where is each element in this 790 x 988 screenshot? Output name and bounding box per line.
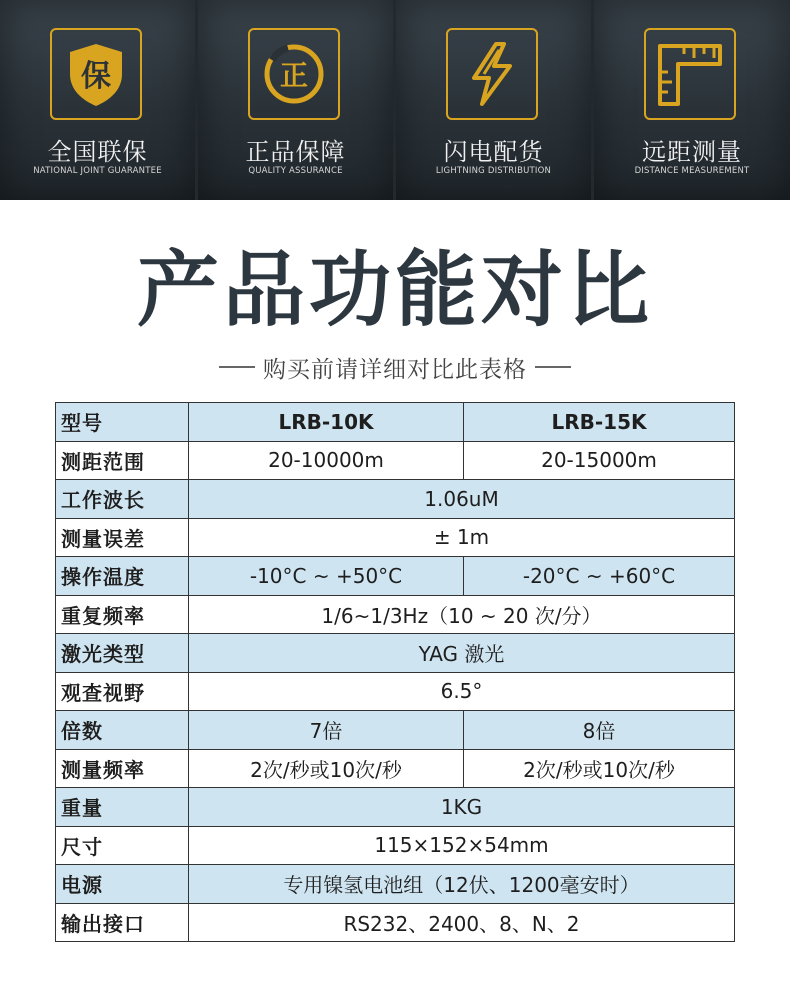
table-header-row (56, 403, 735, 442)
divider (219, 366, 255, 368)
row-label: 观查视野 (56, 672, 189, 711)
subtitle-row (0, 352, 790, 382)
cell-model-b: 2次/秒或10次/秒 (464, 749, 735, 788)
cell-shared: ± 1m (189, 518, 735, 557)
row-label: 激光类型 (56, 634, 189, 673)
page-subtitle: 购买前请详细对比此表格 (263, 356, 527, 383)
row-label: 倍数 (56, 711, 189, 750)
ruler-icon (644, 28, 736, 120)
table-row (56, 634, 735, 673)
circle-glyph: 正 (279, 59, 309, 92)
cell-shared: 1KG (189, 788, 735, 827)
row-label: 型号 (56, 403, 189, 442)
table-row (56, 749, 735, 788)
cell-model-a: 2次/秒或10次/秒 (189, 749, 464, 788)
feature-distance-measurement (594, 0, 790, 200)
page-title: 产品功能对比 (136, 242, 653, 338)
row-label: 工作波长 (56, 480, 189, 519)
feature-title: 闪电配货 (443, 138, 544, 166)
feature-quality-assurance (198, 0, 393, 200)
cell-shared: 1/6~1/3Hz（10 ~ 20 次/分） (189, 595, 735, 634)
feature-subtitle: QUALITY ASSURANCE (248, 166, 343, 176)
divider (535, 366, 571, 368)
row-label: 操作温度 (56, 557, 189, 596)
circle-zheng-icon (248, 28, 340, 120)
table-row (56, 518, 735, 557)
feature-lightning-distribution (396, 0, 591, 200)
row-label: 重量 (56, 788, 189, 827)
feature-title: 远距测量 (642, 138, 742, 166)
table-row (56, 480, 735, 519)
cell-shared: 6.5° (189, 672, 735, 711)
row-label: 测量误差 (56, 518, 189, 557)
table-row (56, 711, 735, 750)
cell-model-b: -20°C ~ +60°C (464, 557, 735, 596)
cell-model-a: 20-10000m (189, 441, 464, 480)
row-label: 测量频率 (56, 749, 189, 788)
feature-title: 全国联保 (47, 138, 148, 166)
cell-model-a: 7倍 (189, 711, 464, 750)
row-label: 测距范围 (56, 441, 189, 480)
feature-subtitle: DISTANCE MEASUREMENT (634, 166, 750, 176)
table-row (56, 672, 735, 711)
feature-banner (0, 0, 790, 200)
cell-shared: 专用镍氢电池组（12伏、1200毫安时） (189, 865, 735, 904)
table-row (56, 441, 735, 480)
model-b-header: LRB-15K (464, 403, 735, 442)
lightning-icon (446, 28, 538, 120)
table-row (56, 595, 735, 634)
row-label: 尺寸 (56, 826, 189, 865)
cell-shared: 1.06uM (189, 480, 735, 519)
cell-model-b: 8倍 (464, 711, 735, 750)
table-row (56, 865, 735, 904)
table-row (56, 557, 735, 596)
cell-shared: YAG 激光 (189, 634, 735, 673)
feature-subtitle: NATIONAL JOINT GUARANTEE (33, 166, 162, 176)
row-label: 电源 (56, 865, 189, 904)
table-row (56, 903, 735, 942)
model-a-header: LRB-10K (189, 403, 464, 442)
table-row (56, 788, 735, 827)
shield-bao-icon (50, 28, 142, 120)
cell-model-b: 20-15000m (464, 441, 735, 480)
feature-subtitle: LIGHTNING DISTRIBUTION (435, 166, 552, 176)
table-row (56, 826, 735, 865)
feature-national-guarantee (0, 0, 195, 200)
cell-shared: 115×152×54mm (189, 826, 735, 865)
comparison-table (55, 402, 735, 942)
shield-glyph: 保 (81, 59, 111, 94)
row-label: 重复频率 (56, 595, 189, 634)
row-label: 输出接口 (56, 903, 189, 942)
cell-model-a: -10°C ~ +50°C (189, 557, 464, 596)
feature-title: 正品保障 (245, 138, 346, 166)
cell-shared: RS232、2400、8、N、2 (189, 903, 735, 942)
